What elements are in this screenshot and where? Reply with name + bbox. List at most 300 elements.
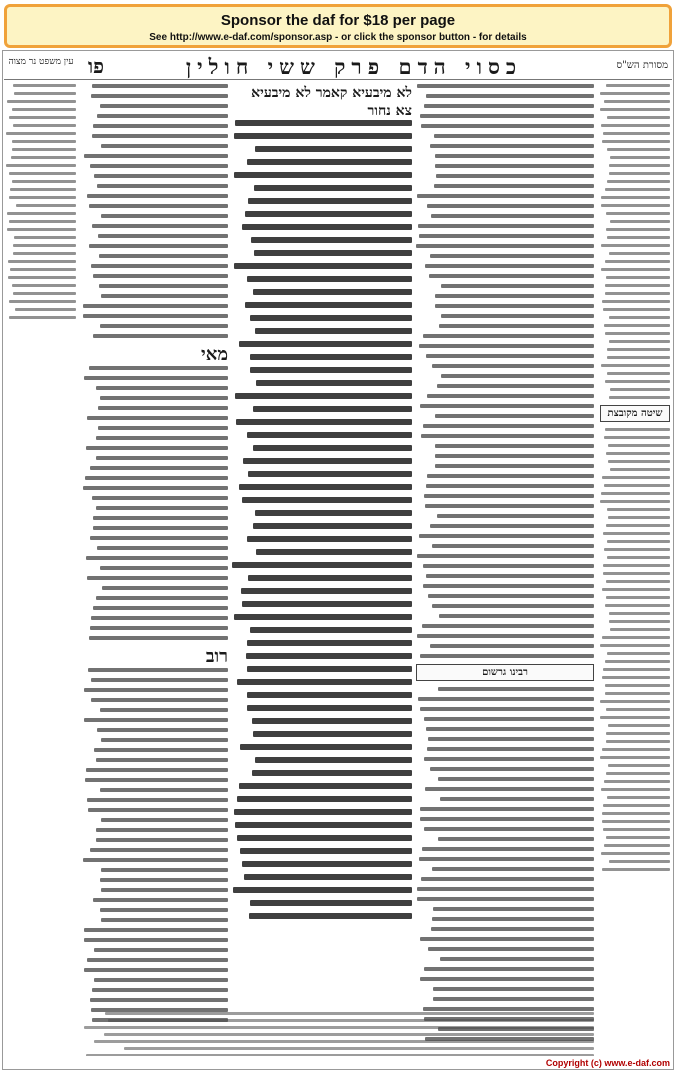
- text-line: [600, 644, 670, 647]
- text-line: [92, 988, 228, 992]
- text-line: [438, 687, 594, 691]
- text-line: [609, 172, 670, 175]
- text-line: [101, 294, 228, 298]
- text-line: [88, 808, 228, 812]
- text-line: [247, 692, 412, 698]
- text-line: [440, 797, 594, 801]
- text-line: [9, 116, 76, 119]
- text-line: [603, 828, 670, 831]
- text-line: [439, 614, 594, 618]
- text-line: [429, 274, 594, 278]
- text-line: [602, 820, 670, 823]
- text-line: [255, 328, 413, 334]
- text-line: [101, 738, 228, 742]
- text-line: [419, 857, 594, 861]
- text-line: [435, 444, 594, 448]
- text-line: [8, 260, 76, 263]
- text-line: [435, 414, 594, 418]
- text-line: [93, 606, 228, 610]
- text-line: [434, 184, 594, 188]
- text-line: [90, 536, 228, 540]
- text-line: [16, 204, 76, 207]
- text-line: [602, 868, 670, 871]
- text-line: [605, 188, 670, 191]
- text-line: [607, 372, 670, 375]
- text-line: [610, 220, 670, 223]
- text-line: [13, 84, 76, 87]
- text-line: [605, 428, 670, 431]
- text-line: [604, 844, 670, 847]
- text-line: [609, 252, 670, 255]
- text-line: [11, 156, 76, 159]
- text-line: [602, 748, 670, 751]
- text-line: [83, 314, 228, 318]
- text-line: [605, 292, 670, 295]
- text-line: [428, 594, 594, 598]
- text-line: [91, 94, 228, 98]
- text-line: [96, 838, 228, 842]
- text-line: [423, 334, 594, 338]
- text-line: [12, 148, 76, 151]
- text-line: [96, 456, 228, 460]
- text-line: [242, 497, 412, 503]
- text-line: [89, 366, 228, 370]
- text-line: [254, 185, 412, 191]
- text-line: [243, 458, 412, 464]
- text-line: [432, 604, 594, 608]
- text-line: [610, 628, 670, 631]
- text-line: [600, 756, 670, 759]
- text-line: [609, 396, 670, 399]
- text-line: [236, 419, 412, 425]
- text-line: [430, 254, 594, 258]
- text-line: [104, 1033, 594, 1036]
- text-line: [607, 652, 670, 655]
- text-line: [96, 506, 228, 510]
- text-line: [90, 848, 228, 852]
- text-line: [441, 374, 594, 378]
- text-line: [99, 254, 228, 258]
- text-line: [239, 484, 412, 490]
- text-line: [15, 308, 76, 311]
- text-line: [603, 804, 670, 807]
- text-line: [13, 292, 76, 295]
- text-line: [420, 937, 594, 941]
- text-line: [608, 460, 670, 463]
- text-line: [425, 264, 594, 268]
- text-line: [430, 144, 594, 148]
- text-line: [235, 120, 412, 126]
- text-line: [435, 154, 594, 158]
- text-line: [252, 770, 412, 776]
- chapter-title: כסוי הדם פרק ששי חולין: [185, 54, 523, 79]
- text-line: [99, 284, 228, 288]
- text-line: [244, 874, 412, 880]
- text-line: [90, 626, 228, 630]
- text-line: [234, 172, 412, 178]
- text-line: [245, 302, 412, 308]
- text-line: [98, 426, 228, 430]
- text-line: [89, 244, 228, 248]
- text-line: [242, 861, 412, 867]
- text-line: [83, 486, 228, 490]
- text-line: [247, 640, 412, 646]
- text-line: [609, 620, 670, 623]
- text-line: [256, 549, 412, 555]
- bottom-notes: [82, 1012, 594, 1056]
- text-line: [101, 214, 228, 218]
- text-line: [420, 817, 594, 821]
- text-line: [607, 356, 670, 359]
- text-line: [428, 737, 594, 741]
- text-line: [602, 588, 670, 591]
- text-line: [426, 354, 594, 358]
- text-line: [416, 244, 594, 248]
- text-line: [601, 244, 670, 247]
- text-line: [418, 224, 594, 228]
- text-line: [10, 188, 76, 191]
- text-line: [422, 624, 594, 628]
- text-line: [12, 108, 76, 111]
- text-line: [426, 574, 594, 578]
- text-line: [86, 1054, 594, 1056]
- text-line: [423, 564, 594, 568]
- text-line: [87, 576, 228, 580]
- text-line: [89, 636, 228, 640]
- text-line: [431, 927, 594, 931]
- text-line: [105, 1012, 594, 1015]
- text-line: [96, 828, 228, 832]
- text-line: [603, 132, 670, 135]
- text-line: [424, 494, 594, 498]
- text-line: [421, 434, 594, 438]
- text-line: [432, 364, 594, 368]
- text-line: [247, 536, 412, 542]
- text-line: [602, 476, 670, 479]
- text-line: [605, 692, 670, 695]
- right-margin-column: [600, 84, 670, 1044]
- text-line: [607, 540, 670, 543]
- text-line: [601, 852, 670, 855]
- text-line: [90, 998, 228, 1002]
- text-line: [87, 416, 228, 420]
- text-line: [252, 718, 412, 724]
- text-line: [602, 636, 670, 639]
- text-line: [234, 133, 412, 139]
- text-line: [97, 728, 228, 732]
- text-line: [83, 858, 228, 862]
- text-line: [436, 174, 594, 178]
- text-line: [427, 474, 594, 478]
- text-line: [609, 612, 670, 615]
- copyright-link[interactable]: Copyright (c) www.e-daf.com: [545, 1058, 670, 1068]
- text-line: [240, 744, 412, 750]
- text-line: [89, 204, 228, 208]
- text-line: [10, 268, 76, 271]
- text-line: [94, 748, 228, 752]
- text-line: [607, 116, 670, 119]
- gemara-opening-words: לא מיבעיא קאמר לא מיבעיא צא נחור: [251, 85, 412, 119]
- text-line: [100, 396, 228, 400]
- text-line: [417, 897, 594, 901]
- text-line: [250, 627, 412, 633]
- text-line: [426, 484, 594, 488]
- text-line: [427, 204, 594, 208]
- text-line: [254, 250, 412, 256]
- text-line: [605, 660, 670, 663]
- text-line: [417, 194, 594, 198]
- text-line: [419, 234, 594, 238]
- text-line: [426, 727, 594, 731]
- text-line: [601, 268, 670, 271]
- text-line: [435, 454, 594, 458]
- text-line: [100, 908, 228, 912]
- sponsor-title[interactable]: Sponsor the daf for $18 per page: [220, 12, 456, 29]
- text-line: [420, 114, 594, 118]
- text-line: [423, 584, 594, 588]
- text-line: [607, 348, 670, 351]
- text-line: [94, 978, 228, 982]
- text-line: [9, 220, 76, 223]
- text-line: [437, 514, 594, 518]
- text-line: [94, 1040, 594, 1043]
- text-line: [417, 554, 594, 558]
- text-line: [93, 526, 228, 530]
- text-line: [91, 678, 228, 682]
- text-line: [253, 523, 412, 529]
- text-line: [607, 180, 670, 183]
- text-line: [101, 888, 228, 892]
- text-line: [8, 276, 76, 279]
- text-line: [417, 84, 594, 88]
- text-line: [248, 198, 412, 204]
- text-line: [432, 544, 594, 548]
- text-line: [606, 836, 670, 839]
- text-line: [13, 124, 76, 127]
- text-line: [91, 698, 228, 702]
- text-line: [424, 827, 594, 831]
- text-line: [430, 644, 594, 648]
- text-line: [600, 92, 670, 95]
- text-line: [420, 977, 594, 981]
- text-line: [97, 114, 228, 118]
- text-line: [608, 724, 670, 727]
- text-line: [248, 575, 412, 581]
- text-line: [91, 616, 228, 620]
- text-line: [605, 604, 670, 607]
- text-line: [425, 787, 594, 791]
- text-line: [604, 100, 670, 103]
- text-line: [608, 444, 670, 447]
- text-line: [441, 284, 594, 288]
- text-line: [608, 516, 670, 519]
- text-line: [87, 194, 228, 198]
- text-line: [605, 684, 670, 687]
- text-line: [604, 436, 670, 439]
- text-line: [93, 334, 228, 338]
- text-line: [603, 572, 670, 575]
- text-line: [124, 1047, 594, 1050]
- text-line: [606, 708, 670, 711]
- text-line: [247, 666, 412, 672]
- text-line: [602, 676, 670, 679]
- text-line: [96, 758, 228, 762]
- text-line: [603, 308, 670, 311]
- text-line: [102, 586, 228, 590]
- text-line: [603, 532, 670, 535]
- text-line: [97, 184, 228, 188]
- text-line: [434, 134, 594, 138]
- text-line: [610, 156, 670, 159]
- text-line: [94, 948, 228, 952]
- text-line: [90, 164, 228, 168]
- text-line: [234, 809, 412, 815]
- text-line: [251, 237, 412, 243]
- text-line: [84, 968, 228, 972]
- gemara-column: [232, 84, 412, 964]
- text-line: [239, 341, 412, 347]
- text-line: [253, 731, 412, 737]
- text-line: [84, 718, 228, 722]
- text-line: [237, 796, 412, 802]
- text-line: [100, 324, 228, 328]
- text-line: [90, 466, 228, 470]
- text-line: [419, 534, 594, 538]
- text-line: [435, 294, 594, 298]
- text-line: [98, 234, 228, 238]
- text-line: [425, 504, 594, 508]
- text-line: [606, 524, 670, 527]
- text-line: [606, 580, 670, 583]
- text-line: [610, 468, 670, 471]
- text-line: [108, 1019, 594, 1022]
- text-line: [607, 796, 670, 799]
- text-line: [430, 767, 594, 771]
- text-line: [255, 146, 412, 152]
- text-line: [421, 877, 594, 881]
- text-line: [609, 316, 670, 319]
- text-line: [98, 406, 228, 410]
- text-line: [240, 848, 412, 854]
- text-line: [256, 380, 412, 386]
- text-line: [96, 436, 228, 440]
- text-line: [255, 510, 412, 516]
- text-line: [602, 812, 670, 815]
- sponsor-subtitle[interactable]: See http://www.e-daf.com/sponsor.asp - or click the sponsor button - for details: [149, 32, 527, 43]
- text-line: [420, 707, 594, 711]
- text-line: [237, 679, 412, 685]
- text-line: [97, 546, 228, 550]
- text-line: [93, 274, 228, 278]
- text-line: [606, 452, 670, 455]
- text-line: [604, 548, 670, 551]
- text-line: [12, 284, 76, 287]
- text-line: [607, 508, 670, 511]
- dibur-hamatchil: מאי: [201, 344, 228, 365]
- text-line: [233, 887, 412, 893]
- text-line: [232, 562, 412, 568]
- page-header: [4, 54, 672, 80]
- ein-mishpat-label: עין משפט נר מצוה: [8, 57, 74, 67]
- text-line: [606, 732, 670, 735]
- text-line: [100, 566, 228, 570]
- rabbeinu-gershom-heading: רבינו גרשום: [416, 664, 594, 681]
- text-line: [417, 634, 594, 638]
- text-line: [234, 263, 412, 269]
- text-line: [606, 276, 670, 279]
- text-line: [605, 284, 670, 287]
- text-line: [607, 148, 670, 151]
- text-line: [432, 917, 594, 921]
- text-line: [609, 340, 670, 343]
- text-line: [432, 867, 594, 871]
- text-line: [92, 224, 228, 228]
- text-line: [606, 772, 670, 775]
- text-line: [234, 614, 412, 620]
- text-line: [247, 705, 412, 711]
- text-line: [427, 394, 594, 398]
- text-line: [9, 300, 76, 303]
- text-line: [435, 164, 594, 168]
- text-line: [93, 898, 228, 902]
- text-line: [12, 140, 76, 143]
- text-line: [600, 716, 670, 719]
- sponsor-banner[interactable]: [4, 4, 672, 48]
- text-line: [606, 228, 670, 231]
- text-line: [6, 132, 76, 135]
- text-line: [609, 860, 670, 863]
- text-line: [88, 668, 228, 672]
- text-line: [605, 380, 670, 383]
- text-line: [431, 214, 594, 218]
- text-line: [96, 596, 228, 600]
- text-line: [93, 516, 228, 520]
- text-line: [100, 708, 228, 712]
- text-line: [9, 196, 76, 199]
- text-line: [249, 913, 412, 919]
- left-margin-column: [6, 84, 76, 1044]
- text-line: [430, 524, 594, 528]
- text-line: [435, 304, 594, 308]
- text-line: [101, 818, 228, 822]
- dibur-hamatchil: רוב: [205, 646, 228, 667]
- text-line: [7, 228, 76, 231]
- text-line: [601, 492, 670, 495]
- text-line: [100, 788, 228, 792]
- text-line: [83, 304, 228, 308]
- text-line: [247, 432, 412, 438]
- text-line: [250, 900, 412, 906]
- text-line: [235, 393, 412, 399]
- text-line: [435, 464, 594, 468]
- text-line: [92, 84, 228, 88]
- text-line: [86, 768, 228, 772]
- text-line: [438, 837, 594, 841]
- text-line: [242, 601, 412, 607]
- text-line: [239, 783, 412, 789]
- text-line: [250, 367, 412, 373]
- text-line: [87, 798, 228, 802]
- text-line: [237, 835, 412, 841]
- text-line: [424, 717, 594, 721]
- text-line: [250, 315, 412, 321]
- text-line: [241, 588, 412, 594]
- text-line: [92, 134, 228, 138]
- text-line: [601, 204, 670, 207]
- text-line: [608, 764, 670, 767]
- text-line: [253, 406, 412, 412]
- text-line: [438, 777, 594, 781]
